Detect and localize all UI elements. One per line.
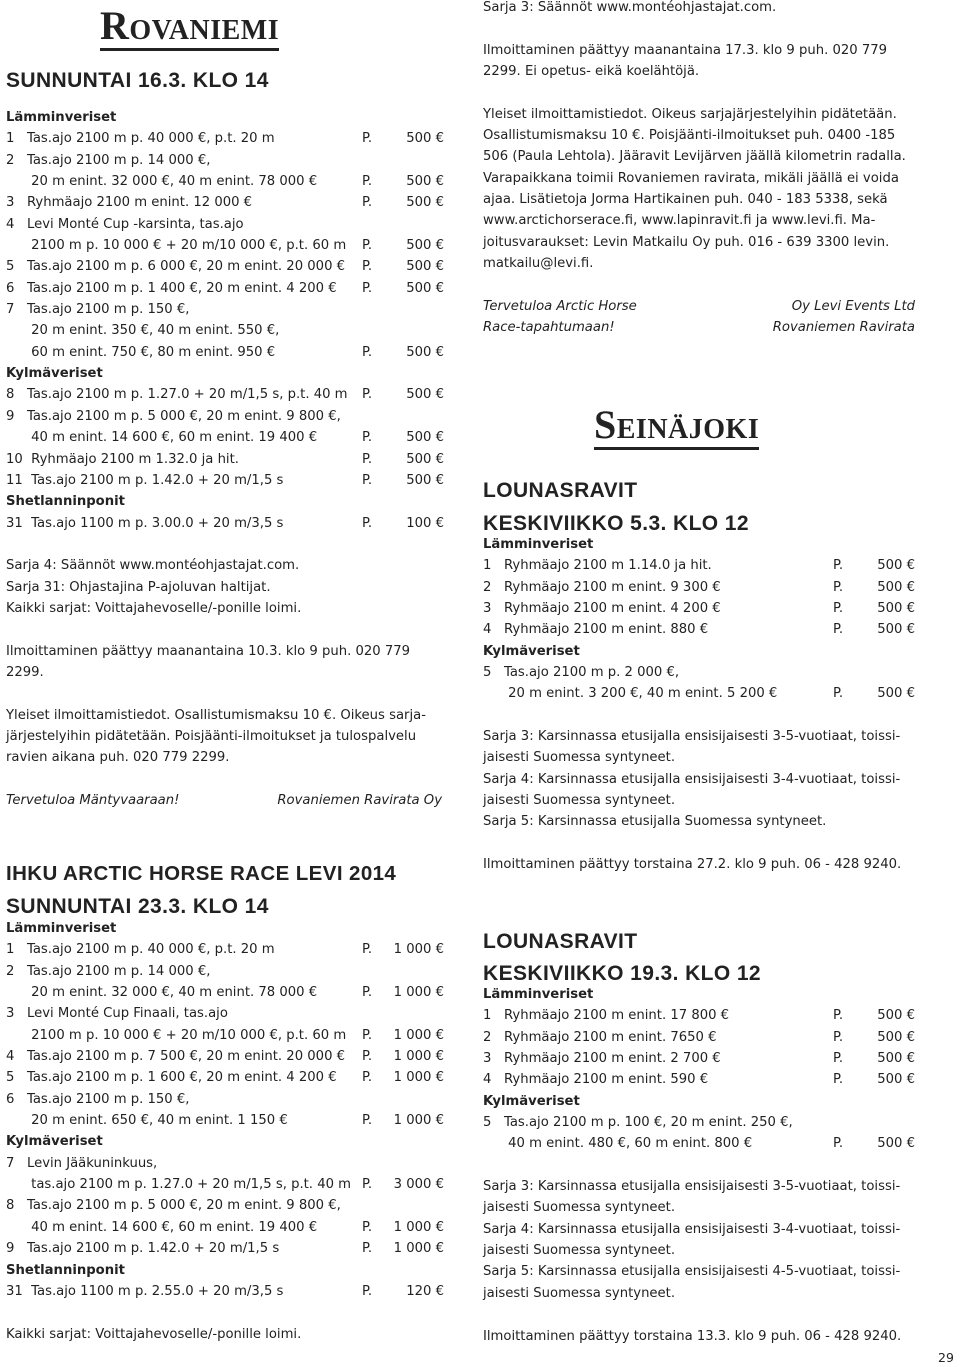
levi-info — [483, 0, 915, 339]
prize-label: P. — [362, 430, 373, 446]
race-description: 4 Ryhmäajo 2100 m enint. 880 € — [483, 622, 709, 638]
prize-label: P. — [362, 344, 373, 360]
race-description: 20 m enint. 650 €, 40 m enint. 1 150 € — [6, 1113, 288, 1129]
seinajoki-s2-race-list — [483, 984, 915, 1347]
spacer — [6, 534, 442, 555]
prize-amount: 500 € — [406, 131, 444, 147]
race-description: 31 Tas.ajo 1100 m p. 3.00.0 + 20 m/3,5 s — [6, 515, 284, 531]
text-line: Ilmoittaminen päättyy torstaina 13.3. klo 9 puh. 06 - 428 9240. — [483, 1328, 902, 1344]
text-line: Sarja 5: Karsinnassa etusijalla ensisijaisesti 4-5-vuotiaat, toissi- — [483, 1264, 901, 1280]
prize-label: P. — [362, 1241, 373, 1257]
text-line: 4 Levi Monté Cup -karsinta, tas.ajo — [6, 216, 244, 232]
text-line: 2 Tas.ajo 2100 m p. 14 000 €, — [6, 963, 211, 979]
section-header: Lämminveriset — [6, 110, 117, 125]
text-line: 9 Tas.ajo 2100 m p. 5 000 €, 20 m enint. 9 800 €, — [6, 408, 341, 424]
text-line: Sarja 4: Säännöt www.montéohjastajat.com. — [6, 558, 300, 574]
section-header: Kylmäveriset — [6, 1134, 103, 1150]
race-description: 1 Tas.ajo 2100 m p. 40 000 €, p.t. 20 m — [6, 942, 275, 958]
prize-amount: 1 000 € — [393, 1241, 444, 1257]
prize-label: P. — [362, 259, 373, 275]
prize-amount: 500 € — [406, 451, 444, 467]
race-description: 3 Ryhmäajo 2100 m enint. 4 200 € — [483, 601, 721, 617]
prize-label: P. — [833, 686, 844, 702]
text-line: Sarja 3: Karsinnassa etusijalla ensisijaisesti 3-5-vuotiaat, toissi- — [483, 729, 901, 745]
race-description: 3 Ryhmäajo 2100 m enint. 2 700 € — [483, 1051, 721, 1067]
text-line: Varapaikkana toimii Rovaniemen ravirata, mikäli jäällä ei voida — [483, 170, 899, 186]
text-line: Kaikki sarjat: Voittajahevoselle/-ponille loimi. — [6, 1326, 302, 1342]
prize-amount: 1 000 € — [393, 1070, 444, 1086]
race-description: 40 m enint. 480 €, 60 m enint. 800 € — [483, 1136, 753, 1152]
prize-label: P. — [833, 1008, 844, 1024]
text-line: 3 Levi Monté Cup Finaali, tas.ajo — [6, 1006, 228, 1022]
prize-amount: 500 € — [406, 238, 444, 254]
signature-line — [483, 317, 915, 338]
spacer — [6, 1302, 442, 1323]
race-row — [6, 128, 442, 149]
spacer — [483, 18, 915, 39]
text-line: 506 (Paula Lehtola). Jääravit Levijärven jäällä kilometrin radalla. — [483, 149, 906, 165]
section-header: Lämminveriset — [483, 537, 594, 552]
race-description: 60 m enint. 750 €, 80 m enint. 950 € — [6, 344, 276, 360]
signature-left: Tervetuloa Mäntyvaaraan! — [6, 793, 180, 808]
prize-amount: 500 € — [877, 1029, 915, 1045]
text-line: 20 m enint. 350 €, 40 m enint. 550 €, — [6, 323, 280, 339]
text-line: 5 Tas.ajo 2100 m p. 2 000 €, — [483, 665, 680, 681]
prize-label: P. — [362, 472, 373, 488]
race-row — [483, 555, 915, 576]
text-line: 2 Tas.ajo 2100 m p. 14 000 €, — [6, 152, 211, 168]
prize-amount: 500 € — [877, 686, 915, 702]
prize-label: P. — [833, 622, 844, 638]
section-header: Lämminveriset — [6, 921, 117, 936]
race-row — [6, 982, 442, 1003]
race-row — [6, 1238, 442, 1259]
race-description: 11 Tas.ajo 2100 m p. 1.42.0 + 20 m/1,5 s — [6, 472, 284, 488]
race-description: 2100 m p. 10 000 € + 20 m/10 000 €, p.t. 60 m — [6, 238, 347, 254]
race-row — [483, 1027, 915, 1048]
text-line: 7 Levin Jääkuninkuus, — [6, 1155, 158, 1171]
prize-amount: 500 € — [406, 280, 444, 296]
prize-amount: 120 € — [406, 1283, 444, 1299]
race-row — [6, 1217, 442, 1238]
prize-label: P. — [833, 1029, 844, 1045]
spacer — [6, 769, 442, 790]
race-row — [6, 1046, 442, 1067]
prize-label: P. — [833, 601, 844, 617]
prize-label: P. — [833, 1136, 844, 1152]
signature-right: Rovaniemen Ravirata — [772, 320, 915, 336]
prize-label: P. — [362, 387, 373, 403]
spacer — [483, 82, 915, 103]
section-header: Shetlanninponit — [6, 494, 125, 510]
race-row — [483, 577, 915, 598]
rovaniemi-date: SUNNUNTAI 16.3. KLO 14 — [6, 69, 269, 92]
prize-label: P. — [362, 1219, 373, 1235]
race-description: 20 m enint. 32 000 €, 40 m enint. 78 000 € — [6, 985, 318, 1001]
text-line: Sarja 4: Karsinnassa etusijalla ensisijaisesti 3-4-vuotiaat, toissi- — [483, 1221, 901, 1237]
race-row — [483, 1069, 915, 1090]
section-header: Kylmäveriset — [6, 366, 103, 382]
race-description: 5 Tas.ajo 2100 m p. 1 600 €, 20 m enint. 4 200 € — [6, 1070, 337, 1086]
race-description: 20 m enint. 3 200 €, 40 m enint. 5 200 € — [483, 686, 778, 702]
prize-amount: 1 000 € — [393, 1219, 444, 1235]
text-line: joitusvaraukset: Levin Matkailu Oy puh. 016 - 639 3300 levin. — [483, 234, 890, 250]
race-row — [483, 1048, 915, 1069]
race-description: 1 Ryhmäajo 2100 m 1.14.0 ja hit. — [483, 558, 712, 574]
race-row — [6, 171, 442, 192]
race-row — [483, 1133, 915, 1154]
prize-amount: 500 € — [406, 430, 444, 446]
race-row — [6, 278, 442, 299]
prize-amount: 1 000 € — [393, 1049, 444, 1065]
prize-label: P. — [362, 942, 373, 958]
levi-race-list — [6, 918, 442, 1345]
prize-amount: 500 € — [877, 579, 915, 595]
text-line: 2299. — [6, 664, 44, 680]
levi-date: SUNNUNTAI 23.3. KLO 14 — [6, 895, 269, 918]
prize-label: P. — [833, 558, 844, 574]
prize-amount: 500 € — [877, 1051, 915, 1067]
text-line: jaisesti Suomessa syntyneet. — [483, 793, 676, 809]
prize-label: P. — [362, 195, 373, 211]
text-line: Ilmoittaminen päättyy maanantaina 17.3. klo 9 puh. 020 779 — [483, 42, 888, 58]
text-line: Sarja 3: Karsinnassa etusijalla ensisijaisesti 3-5-vuotiaat, toissi- — [483, 1179, 901, 1195]
race-row — [6, 256, 442, 277]
prize-label: P. — [362, 238, 373, 254]
spacer — [483, 274, 915, 295]
prize-amount: 500 € — [877, 1136, 915, 1152]
race-description: 5 Tas.ajo 2100 m p. 6 000 €, 20 m enint. 20 000 € — [6, 259, 346, 275]
race-description: 31 Tas.ajo 1100 m p. 2.55.0 + 20 m/3,5 s — [6, 1283, 284, 1299]
text-line: 7 Tas.ajo 2100 m p. 150 €, — [6, 302, 190, 318]
prize-label: P. — [362, 451, 373, 467]
prize-label: P. — [833, 579, 844, 595]
race-description: 40 m enint. 14 600 €, 60 m enint. 19 400 € — [6, 430, 318, 446]
prize-label: P. — [833, 1051, 844, 1067]
prize-label: P. — [362, 515, 373, 531]
text-line: 2299. Ei opetus- eikä koelähtöjä. — [483, 64, 700, 80]
prize-amount: 1 000 € — [393, 1027, 444, 1043]
text-line: Sarja 4: Karsinnassa etusijalla ensisijaisesti 3-4-vuotiaat, toissi- — [483, 771, 901, 787]
spacer — [483, 833, 915, 854]
race-description: 2 Ryhmäajo 2100 m enint. 7650 € — [483, 1029, 717, 1045]
prize-amount: 500 € — [406, 344, 444, 360]
signature-line — [6, 790, 442, 811]
spacer — [483, 1304, 915, 1325]
prize-label: P. — [362, 1113, 373, 1129]
prize-amount: 3 000 € — [393, 1177, 444, 1193]
text-line: 6 Tas.ajo 2100 m p. 150 €, — [6, 1091, 190, 1107]
text-line: matkailu@levi.fi. — [483, 256, 594, 272]
prize-amount: 100 € — [406, 515, 444, 531]
race-row — [6, 1067, 442, 1088]
race-description: 1 Ryhmäajo 2100 m enint. 17 800 € — [483, 1008, 730, 1024]
prize-label: P. — [362, 985, 373, 1001]
text-line: jaisesti Suomessa syntyneet. — [483, 1243, 676, 1259]
text-line: Ilmoittaminen päättyy torstaina 27.2. klo 9 puh. 06 - 428 9240. — [483, 857, 902, 873]
race-description: 20 m enint. 32 000 €, 40 m enint. 78 000 € — [6, 174, 318, 190]
text-line: jaisesti Suomessa syntyneet. — [483, 750, 676, 766]
text-line: Yleiset ilmoittamistiedot. Osallistumismaksu 10 €. Oikeus sarja- — [6, 707, 426, 723]
race-row — [6, 449, 442, 470]
seinajoki-s1-title: LOUNASRAVIT — [483, 479, 638, 502]
race-description: 4 Ryhmäajo 2100 m enint. 590 € — [483, 1072, 709, 1088]
race-row — [6, 427, 442, 448]
signature-right: Rovaniemen Ravirata Oy — [277, 793, 442, 808]
prize-label: P. — [362, 1070, 373, 1086]
rovaniemi-race-list — [6, 107, 442, 811]
page-number: 29 — [938, 1350, 954, 1365]
race-description: 40 m enint. 14 600 €, 60 m enint. 19 400 € — [6, 1219, 318, 1235]
spacer — [6, 619, 442, 640]
seinajoki-s1-race-list — [483, 534, 915, 876]
race-description: 2 Ryhmäajo 2100 m enint. 9 300 € — [483, 579, 721, 595]
levi-title: IHKU ARCTIC HORSE RACE LEVI 2014 — [6, 862, 397, 885]
text-line: 5 Tas.ajo 2100 m p. 100 €, 20 m enint. 250 €, — [483, 1115, 793, 1131]
prize-label: P. — [362, 174, 373, 190]
section-header: Shetlanninponit — [6, 1262, 125, 1278]
prize-label: P. — [833, 1072, 844, 1088]
prize-label: P. — [362, 1027, 373, 1043]
section-header: Kylmäveriset — [483, 1093, 580, 1109]
race-row — [6, 1174, 442, 1195]
race-row — [483, 598, 915, 619]
seinajoki-title: Seinäjoki — [594, 405, 759, 450]
prize-label: P. — [362, 131, 373, 147]
text-line: www.arctichorserace.fi, www.lapinravit.fi ja www.levi.fi. Ma- — [483, 213, 876, 229]
text-line: Sarja 3: Säännöt www.montéohjastajat.com. — [483, 0, 777, 15]
race-row — [6, 939, 442, 960]
race-description: 10 Ryhmäajo 2100 m 1.32.0 ja hit. — [6, 451, 239, 467]
prize-amount: 500 € — [406, 387, 444, 403]
text-line: Ilmoittaminen päättyy maanantaina 10.3. klo 9 puh. 020 779 — [6, 643, 411, 659]
seinajoki-s2-date: KESKIVIIKKO 19.3. KLO 12 — [483, 962, 762, 985]
signature-line — [483, 296, 915, 317]
signature-right: Oy Levi Events Ltd — [791, 298, 915, 314]
text-line: Osallistumismaksu 10 €. Poisjäänti-ilmoitukset puh. 0400 -185 — [483, 128, 896, 144]
race-row — [6, 342, 442, 363]
text-line: Kaikki sarjat: Voittajahevoselle/-ponille loimi. — [6, 600, 302, 616]
prize-amount: 500 € — [406, 472, 444, 488]
signature-left: Tervetuloa Arctic Horse — [483, 298, 637, 314]
race-row — [483, 683, 915, 704]
text-line: ravien aikana puh. 020 779 2299. — [6, 750, 230, 766]
race-row — [483, 619, 915, 640]
prize-amount: 500 € — [877, 1008, 915, 1024]
prize-amount: 1 000 € — [393, 985, 444, 1001]
race-row — [6, 1281, 442, 1302]
spacer — [6, 683, 442, 704]
prize-amount: 500 € — [877, 1072, 915, 1088]
prize-label: P. — [362, 1177, 373, 1193]
race-description: 3 Ryhmäajo 2100 m enint. 12 000 € — [6, 195, 253, 211]
text-line: järjestelyihin pidätetään. Poisjäänti-ilmoitukset ja tulospalvelu — [6, 728, 417, 744]
race-row — [6, 384, 442, 405]
race-description: 8 Tas.ajo 2100 m p. 1.27.0 + 20 m/1,5 s, p.t. 40 m — [6, 387, 348, 403]
section-header: Lämminveriset — [483, 987, 594, 1002]
spacer — [483, 705, 915, 726]
race-description: 6 Tas.ajo 2100 m p. 1 400 €, 20 m enint. 4 200 € — [6, 280, 337, 296]
prize-amount: 1 000 € — [393, 942, 444, 958]
race-row — [6, 1025, 442, 1046]
prize-amount: 500 € — [877, 601, 915, 617]
race-row — [6, 1110, 442, 1131]
prize-amount: 500 € — [877, 622, 915, 638]
signature-left: Race-tapahtumaan! — [483, 320, 615, 336]
race-row — [6, 513, 442, 534]
prize-amount: 500 € — [406, 174, 444, 190]
race-description: 9 Tas.ajo 2100 m p. 1.42.0 + 20 m/1,5 s — [6, 1241, 280, 1257]
text-line: 8 Tas.ajo 2100 m p. 5 000 €, 20 m enint. 9 800 €, — [6, 1198, 341, 1214]
race-row — [6, 192, 442, 213]
text-line: Sarja 5: Karsinnassa etusijalla Suomessa syntyneet. — [483, 814, 827, 830]
prize-amount: 500 € — [406, 259, 444, 275]
race-description: 1 Tas.ajo 2100 m p. 40 000 €, p.t. 20 m — [6, 131, 275, 147]
seinajoki-s1-date: KESKIVIIKKO 5.3. KLO 12 — [483, 512, 749, 535]
section-header: Kylmäveriset — [483, 643, 580, 659]
prize-label: P. — [362, 1049, 373, 1065]
text-line: Yleiset ilmoittamistiedot. Oikeus sarjajärjestelyihin pidätetään. — [483, 106, 897, 122]
race-description: tas.ajo 2100 m p. 1.27.0 + 20 m/1,5 s, p.t. 40 m — [6, 1177, 352, 1193]
prize-amount: 500 € — [406, 195, 444, 211]
rovaniemi-title: Rovaniemi — [100, 6, 279, 51]
spacer — [483, 1155, 915, 1176]
text-line: jaisesti Suomessa syntyneet. — [483, 1200, 676, 1216]
prize-label: P. — [362, 280, 373, 296]
prize-amount: 500 € — [877, 558, 915, 574]
race-row — [6, 470, 442, 491]
race-description: 4 Tas.ajo 2100 m p. 7 500 €, 20 m enint. 20 000 € — [6, 1049, 346, 1065]
text-line: Sarja 31: Ohjastajina P-ajoluvan haltijat. — [6, 579, 271, 595]
prize-label: P. — [362, 1283, 373, 1299]
race-description: 2100 m p. 10 000 € + 20 m/10 000 €, p.t. 60 m — [6, 1027, 347, 1043]
prize-amount: 1 000 € — [393, 1113, 444, 1129]
text-line: ajaa. Lisätietoja Jorma Hartikainen puh. 040 - 183 5338, sekä — [483, 192, 888, 208]
race-row — [483, 1005, 915, 1026]
seinajoki-s2-title: LOUNASRAVIT — [483, 930, 638, 953]
race-row — [6, 235, 442, 256]
text-line: jaisesti Suomessa syntyneet. — [483, 1285, 676, 1301]
